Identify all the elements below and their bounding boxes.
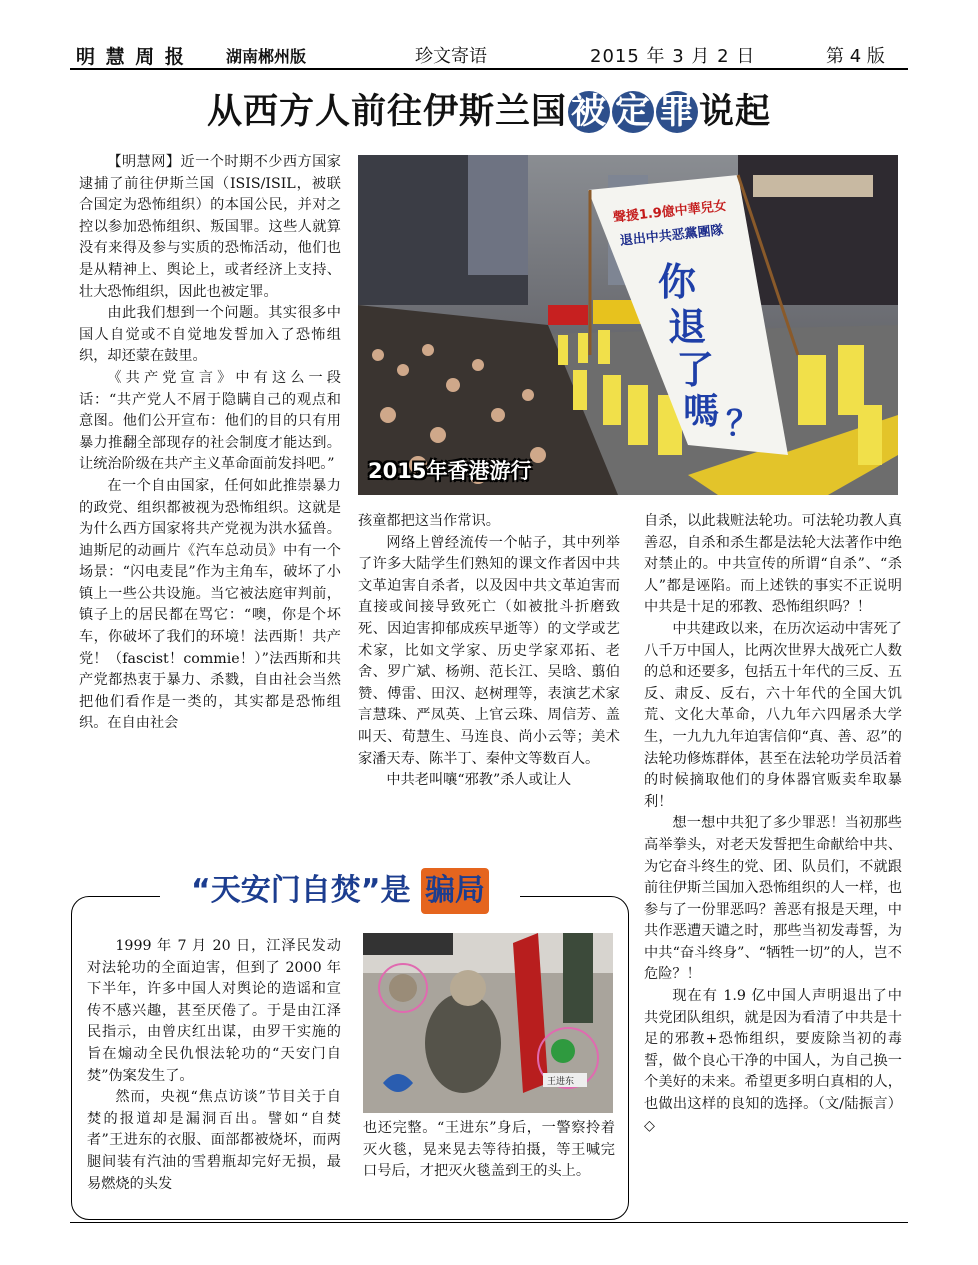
paragraph: 网络上曾经流传一个帖子，其中列举了许多大陆学生们熟知的课文作者因中共文革迫害自杀者，以及因中共文革迫害而直接或间接导致死亡（如被批斗折磨致死、因迫害抑郁成疾早逝等）的文学或艺术家，比如文学家、历史学家邓拓、老舍、罗广斌、杨朔、范长江、吴晗、翦伯赞、傅雷、田汉、赵树理等，表演艺术家言慧珠、严凤英、上官云珠、周信芳、盖叫天、荀慧生、马连良、尚小云等；美术家潘天寿、陈半丁、秦仲文等数百人。 <box>358 534 620 767</box>
box-column-2 <box>363 1118 615 1183</box>
box-title-part: “天安门自焚”是 <box>191 873 411 908</box>
title-part: 从西方人前往伊斯兰国 <box>206 92 567 132</box>
paragraph: 中共建政以来，在历次运动中害死了八千万中国人，比两次世界大战死亡人数的总和还要多，包括五十年代的三反、五反、肃反、反右，六十年代的全国大饥荒、文化大革命，八九年六四屠杀大学生，一九九九年迫害信仰“真、善、忍”的法轮功修炼群体，甚至在法轮功学员活着的时候摘取他们的身体器官贩卖牟取暴利！ <box>644 620 902 810</box>
photo-label: 王进东 <box>547 1077 575 1087</box>
banner-big-char: 你 <box>658 260 697 304</box>
banner-big-char: 退 <box>668 305 707 349</box>
title-highlight-char: 罪 <box>656 91 698 133</box>
section-label: 珍文寄语 <box>415 46 487 67</box>
banner-big-char: 嗎 <box>683 391 720 432</box>
photo-caption: 2015年香港游行 <box>368 459 532 483</box>
title-highlight-char: 被 <box>568 91 610 133</box>
box-column-1 <box>87 936 341 1195</box>
box-title <box>160 868 520 914</box>
paragraph: 自杀，以此栽赃法轮功。可法轮功教人真善忍，自杀和杀生都是法轮大法著作中绝对禁止的。中共宣传的所谓“自杀”、“杀人”都是诬陷。而上述铁的事实不正说明中共是十足的邪教、恐怖组织吗？！ <box>644 513 902 616</box>
page-header <box>70 40 908 70</box>
paragraph: 在一个自由国家，任何如此推崇暴力的政党、组织都被视为恐怖组织。这就是为什么西方国家将共产党视为洪水猛兽。迪斯尼的动画片《汽车总动员》中有一个场景：“闪电麦昆”作为主角车，破坏了小镇上一些公共设施。当它被法庭审判前，镇子上的居民都在骂它：“噢，你是个坏车，你破坏了我们的环境！法西斯！共产党！（fascist！commie！）”法西斯和共产党都热衷于暴力、杀戮，自由社会当然把他们看作是一类的，其实都是恐怖组织。在自由社会 <box>79 477 341 732</box>
paragraph: 【明慧网】近一个时期不少西方国家逮捕了前往伊斯兰国（ISIS/ISIL，被联合国定为恐怖组织）的本国公民，并对之控以参加恐怖组织、叛国罪。这些人就算没有来得及参与实质的恐怖活动，他们也是从精神上、舆论上，或者经济上支持、壮大恐怖组织，因此也被定罪。 <box>79 154 341 300</box>
paragraph: 孩童都把这当作常识。 <box>358 513 500 529</box>
edition-label: 湖南郴州版 <box>226 47 307 66</box>
banner-line-2: 退出中共恶黨團隊 <box>619 223 725 249</box>
banner-line-1: 聲援1.9億中華兒女 <box>612 198 728 226</box>
banner-big-char: ？ <box>726 404 760 444</box>
page-number: 第 4 版 <box>826 46 885 67</box>
article-column-1 <box>79 152 341 735</box>
paragraph: 1999 年 7 月 20 日，江泽民发动对法轮功的全面迫害，但到了 2000 年下半年，许多中国人对舆论的造谣和宣传不感兴趣，甚至厌倦了。于是由江泽民指示，由曾庆红出谋，由罗干实施的旨在煽动全民仇恨法轮功的“天安门自焚”伪案发生了。 <box>87 938 341 1084</box>
masthead: 明 慧 周 报 <box>76 46 186 68</box>
issue-date: 2015 年 3 月 2 日 <box>590 46 756 67</box>
box-title-highlight: 骗局 <box>421 868 489 914</box>
paragraph: 然而，央视“焦点访谈”节目关于自焚的报道却是漏洞百出。譬如“自焚者”王进东的衣服、面部都被烧坏，而两腿间装有汽油的雪碧瓶却完好无损，最易燃烧的头发 <box>87 1089 341 1192</box>
article-column-3 <box>644 511 902 1137</box>
article-column-2 <box>358 511 620 792</box>
selfimmolation-photo <box>363 933 613 1113</box>
paragraph: 想一想中共犯了多少罪恶！当初那些高举拳头，对老天发誓把生命献给中共、为它奋斗终生的党、团、队员们，不就跟前往伊斯兰国加入恐怖组织的人一样，也参与了一份罪恶吗？善恶有报是天理，中共作恶遭天谴之时，那些当初发毒誓，为中共“奋斗终身”、“牺牲一切”的人，岂不危险？！ <box>644 815 902 983</box>
parade-photo <box>358 155 898 495</box>
paragraph: 也还完整。“王进东”身后，一警察拎着灭火毯，晃来晃去等待拍摄，等王喊完口号后，才把灭火毯盖到王的头上。 <box>363 1120 615 1180</box>
title-part: 说起 <box>699 92 772 132</box>
banner-big-char: 了 <box>676 348 715 392</box>
paragraph: 中共老叫嚷“邪教”杀人或让人 <box>386 772 572 789</box>
footer-rule <box>70 1222 908 1223</box>
title-highlight-char: 定 <box>612 91 654 133</box>
paragraph: 《共产党宣言》中有这么一段话：“共产党人不屑于隐瞒自己的观点和意图。他们公开宣布：他们的目的只有用暴力推翻全部现存的社会制度才能达到。让统治阶级在共产主义革命面前发抖吧。” <box>79 369 341 473</box>
paragraph: 由此我们想到一个问题。其实很多中国人自觉或不自觉地发誓加入了恐怖组织，却还蒙在鼓里。 <box>79 305 341 365</box>
article-title <box>70 84 908 134</box>
paragraph: 现在有 1.9 亿中国人声明退出了中共党团队组织，就是因为看清了中共是十足的邪教+恐怖组织，要废除当初的毒誓，做个良心干净的中国人，为自己换一个美好的未来。希望更多明白真相的人，也做出这样的良知的选择。（文/陆振言）◇ <box>644 988 902 1134</box>
